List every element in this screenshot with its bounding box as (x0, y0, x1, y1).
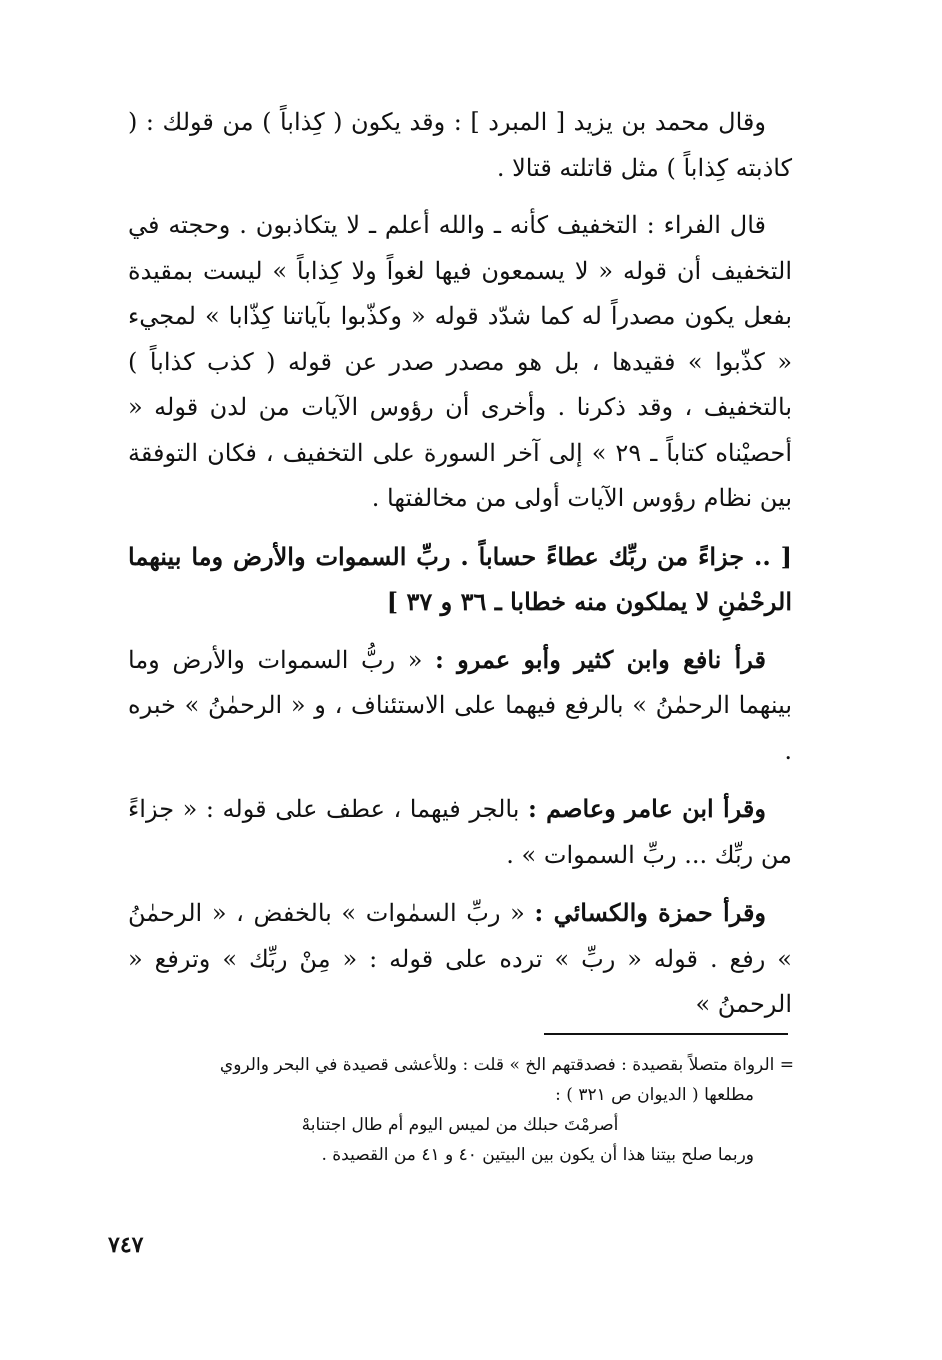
footnote-line: وربما صلح بيتنا هذا أن يكون بين البيتين ٤٠ و ٤١ من القصيدة . (321, 1145, 754, 1165)
footnote-line: = الرواة متصلاً بقصيدة : فصدقتهم الخ » قلت : وللأعشى قصيدة في البحر والروي (219, 1055, 794, 1075)
paragraph-text: بالجر فيهما ، عطف على قوله : « جزاءً من ربِّك ... ربِّ السموات » . (128, 795, 792, 869)
paragraph-text: « ربِّ السمٰوات » بالخفض ، « الرحمٰنُ » رفع . قوله « ربِّ » ترده على قوله : « مِنْ ربِّك » وترفع « الرحمنُ » (128, 899, 792, 1018)
reciters-label: وقرأ حمزة والكسائي : (534, 898, 767, 927)
reciters-label: قرأ نافع وابن كثير وأبو عمرو : (434, 644, 766, 674)
quran-verse (128, 534, 792, 625)
paragraph-reading-nafi (128, 637, 792, 775)
verse-text: [ .. جزاءً من ربِّك عطاءً حساباً . ربِّ السموات والأرض وما بينهما الرحْمٰنِ لا يملكون منه خطابا ـ ٣٦ و ٣٧ ] (128, 541, 792, 616)
reciters-label: وقرأ ابن عامر وعاصم : (527, 794, 766, 823)
footnote-poem-verse: أصرمْتَ حبلك من لميس اليوم أم طال اجتنابهْ (301, 1115, 619, 1135)
paragraph-mubarrad (128, 100, 792, 191)
paragraph-text: « ربُّ السموات والأرض وما بينهما الرحمٰنُ » بالرفع فيهما على الاستئناف ، و « الرحمٰنُ » خبره . (128, 645, 792, 765)
paragraph-farra (128, 203, 792, 522)
footnote-line: مطلعها ( الديوان ص ٣٢١ ) : (555, 1085, 754, 1105)
paragraph-reading-ibn-amir (128, 786, 792, 878)
paragraph-text: وقال محمد بن يزيد [ المبرد ] : وقد يكون ( كِذاباً ) من قولك : ( كاذبته كِذاباً ) مثل قاتلته قتالا . (128, 108, 792, 182)
paragraph-text: قال الفراء : التخفيف كأنه ـ والله أعلم ـ لا يتكاذبون . وحجته في التخفيف أن قوله « لا يسمعون فيها لغواً ولا كِذاباً » ليست بمقيدة بفعل يكون مصدراً له كما شدّد قوله « وكذّبوا بآياتنا كِذّابا » لمجيء « كذّبوا » فقيدها ، بل هو مصدر صدر عن قوله ( كذب كذاباً ) بالتخفيف ، وقد ذكرنا . وأخرى أن رؤوس الآيات من لدن قوله « أحصيْناه كتاباً ـ ٢٩ » إلى آخر السورة على التخفيف ، فكان التوفقة بين نظام رؤوس الآيات أولى من مخالفتها . (128, 211, 793, 512)
footnote-divider (544, 1033, 788, 1035)
page-number: ٧٤٧ (108, 1232, 144, 1258)
footnotes (126, 1050, 794, 1170)
main-text (128, 100, 792, 1040)
paragraph-reading-hamza (128, 890, 792, 1028)
